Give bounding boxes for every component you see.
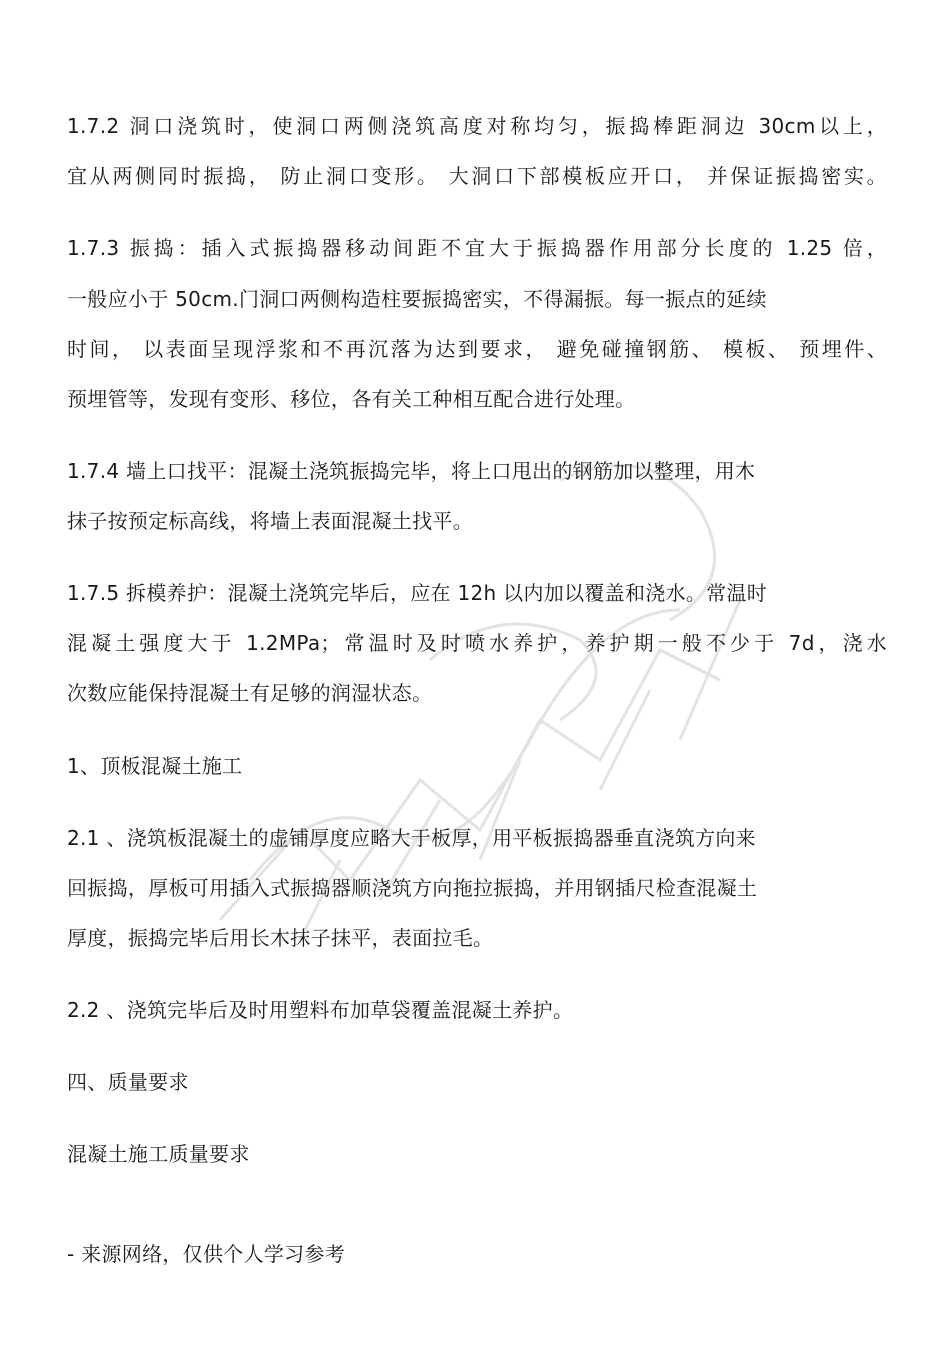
para-1-7-2-line-2: 宜从两侧同时振捣， 防止洞口变形。 大洞口下部模板应开口， 并保证振捣密实。 xyxy=(67,164,887,188)
section-heading-roof-slab: 1、顶板混凝土施工 xyxy=(67,754,243,778)
subheading-concrete-quality: 混凝土施工质量要求 xyxy=(67,1142,250,1166)
para-1-7-5-line-3: 次数应能保持混凝土有足够的润湿状态。 xyxy=(67,681,433,705)
section-heading-quality: 四、质量要求 xyxy=(67,1070,189,1094)
para-1-7-4-line-1: 1.7.4 墙上口找平：混凝土浇筑振捣完毕，将上口甩出的钢筋加以整理，用木 xyxy=(67,459,756,483)
para-1-7-5-line-1: 1.7.5 拆模养护：混凝土浇筑完毕后，应在 12h 以内加以覆盖和浇水。常温时 xyxy=(67,581,768,605)
para-1-7-2-line-1: 1.7.2 洞口浇筑时，使洞口两侧浇筑高度对称均匀，振捣棒距洞边 30cm以上， xyxy=(67,114,887,138)
para-1-7-3-line-3: 时间， 以表面呈现浮浆和不再沉落为达到要求， 避免碰撞钢筋、 模板、 预埋件、 xyxy=(67,337,887,361)
para-1-7-3-line-4: 预埋管等，发现有变形、移位，各有关工种相互配合进行处理。 xyxy=(67,387,636,411)
para-2-1-line-1: 2.1 、浇筑板混凝土的虚铺厚度应略大于板厚，用平板振捣器垂直浇筑方向来 xyxy=(67,826,756,850)
para-1-7-3-line-2: 一般应小于 50cm.门洞口两侧构造柱要振捣密实，不得漏振。每一振点的延续 xyxy=(67,287,767,311)
para-2-2-line-1: 2.2 、浇筑完毕后及时用塑料布加草袋覆盖混凝土养护。 xyxy=(67,998,574,1022)
para-1-7-4-line-2: 抹子按预定标高线，将墙上表面混凝土找平。 xyxy=(67,509,473,533)
para-1-7-5-line-2: 混凝土强度大于 1.2MPa；常温时及时喷水养护，养护期一般不少于 7d，浇水 xyxy=(67,631,887,655)
para-2-1-line-2: 回振捣，厚板可用插入式振捣器顺浇筑方向拖拉振捣，并用钢插尺检查混凝土 xyxy=(67,876,758,900)
watermark-stamp xyxy=(180,360,780,960)
para-2-1-line-3: 厚度，振捣完毕后用长木抹子抹平，表面拉毛。 xyxy=(67,926,494,950)
footer-source-note: - 来源网络，仅供个人学习参考 xyxy=(67,1242,346,1266)
para-1-7-3-line-1: 1.7.3 振捣：插入式振捣器移动间距不宜大于振捣器作用部分长度的 1.25 倍， xyxy=(67,236,887,260)
